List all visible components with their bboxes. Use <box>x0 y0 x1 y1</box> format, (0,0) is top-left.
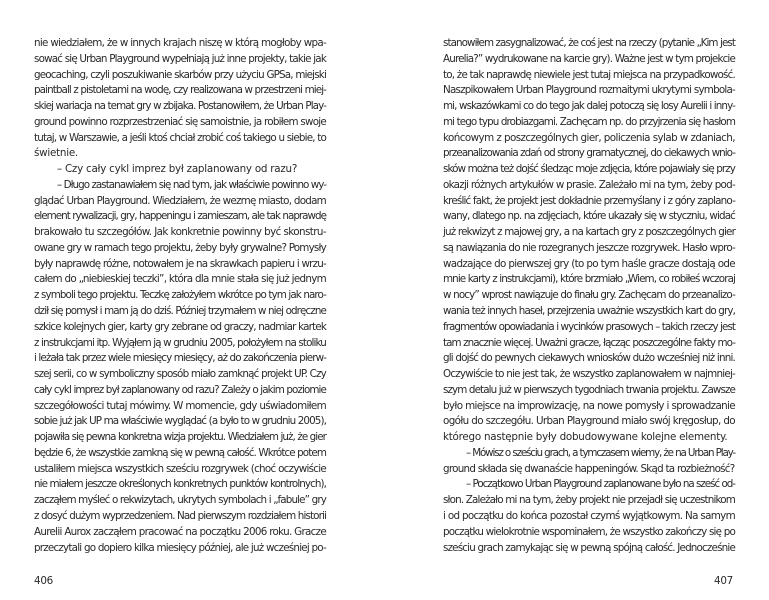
text-line: nie wiedziałem, że w innych krajach niszę w którą mogłoby wpa- <box>34 37 326 49</box>
text-line: owane gry w ramach tego projektu, żeby były grywalne? Pomysły <box>34 241 326 254</box>
text-line: paintball z pistoletami na wodę, czy realizowana w przestrzeni miej- <box>34 84 326 97</box>
text-line: i leżała tak przez wiele miesięcy miesięcy, aż do zakończenia pierw- <box>34 352 326 365</box>
text-line: to, że tak naprawdę niewiele jest tutaj miejsca na przypadkowość. <box>443 68 735 81</box>
text-line: pojawiła się pewna konkretna wizja projektu. Wiedziałem już, że gier <box>34 431 326 444</box>
text-line: przeczytali go dopiero kilka miesięcy później, ale już wcześniej po- <box>34 541 326 554</box>
text-line: już rekwizyt z majowej gry, a na kartach gry z poszczególnych gier <box>443 226 735 239</box>
text-line: przeanalizowania zdań od strony gramatycznej, do ciekawych wnio- <box>443 147 735 160</box>
text-line: glądać Urban Playground. Wiedziałem, że wezmę miasto, dodam <box>34 194 326 207</box>
left-page <box>0 0 384 600</box>
text-line: ustaliłem miejsca wszystkich sześciu rozgrywek (choć oczywiście <box>34 462 326 475</box>
text-line: nie miałem jeszcze określonych konkretnych punktów kontrolnych), <box>34 478 326 491</box>
text-line: słon. Zależało mi na tym, żeby projekt nie przejadł się uczestnikom <box>443 494 735 507</box>
text-line: zacząłem myśleć o rekwizytach, ukrytych symbolach i „fabule” gry <box>34 494 326 507</box>
text-line: ogółu do szczegółu. Urban Playground miało swój kręgosłup, do <box>443 415 735 428</box>
text-line: wadzające do pierwszej gry (to po tym haśle gracze dostają ode <box>443 257 735 270</box>
text-line: – Początkowo Urban Playground zaplanowane było na sześć od- <box>466 478 735 491</box>
text-line: Oczywiście to nie jest tak, że wszystko zaplanowałem w najmniej- <box>443 368 735 381</box>
right-page-number: 407 <box>714 575 733 587</box>
text-line: skiej wariacja na temat gry w zbijaka. Postanowiłem, że Urban Play- <box>34 100 326 113</box>
text-line: okazji różnych artykułów w prasie. Zależało mi na tym, żeby pod- <box>443 178 735 191</box>
text-line: mi tego typu drobiazgami. Zachęcam np. do przyjrzenia się hasłom <box>443 115 735 128</box>
text-line: geocaching, czyli poszukiwanie skarbów przy użyciu GPSa, miejski <box>34 68 326 81</box>
text-line: całem do „niebieskiej teczki”, która dla mnie stała się już jednym <box>34 273 326 286</box>
text-line: tutaj, w Warszawie, a jeśli ktoś chciał zrobić coś takiego u siebie, to <box>34 131 326 144</box>
text-line: element rywalizacji, gry, happeningu i zamieszam, ale tak naprawdę <box>34 210 326 223</box>
text-line: szczegółowości tutaj mówimy. W momencie, gdy uświadomiłem <box>34 399 326 412</box>
text-line: sobie już jak UP ma właściwie wyglądać (a było to w grudniu 2005), <box>34 415 326 428</box>
text-line: brakowało tu szczegółów. Jak konkretnie powinny być skonstru- <box>34 226 326 239</box>
text-line: ground składa się dwanaście happeningów. Skąd ta rozbieżność? <box>443 462 735 475</box>
text-line: fragmentów opowiadania i wycinków prasowych – takich rzeczy jest <box>443 320 735 333</box>
text-line: z dosyć dużym wyprzedzeniem. Nad pierwszym rozdziałem historii <box>34 509 326 522</box>
text-line: początku wielokrotnie wspominałem, że wszystko zakończy się po <box>443 525 735 538</box>
text-line: szym detalu już w pierwszych tygodniach trwania projektu. Zawsze <box>443 383 735 396</box>
text-line: którego następnie były dobudowywane kolejne elementy. <box>443 431 728 444</box>
text-line: Naszpikowałem Urban Playground rozmaitymi ukrytymi symbola- <box>443 84 735 97</box>
text-line: mi, wskazówkami co do tego jak dalej potoczą się losy Aurelii i inny- <box>443 100 735 113</box>
text-line: cały cykl imprez był zaplanowany od razu? Zależy o jakim poziomie <box>34 383 326 396</box>
text-line: mnie karty z instrukcjami), które brzmiało „Wiem, co robiłeś wczoraj <box>443 273 735 286</box>
text-line: sześciu grach zamykając się w pewną spójną całość. Jednocześnie <box>443 541 735 554</box>
text-line: wania też innych haseł, przejrzenia uważnie wszystkich kart do gry, <box>443 305 735 318</box>
text-line: świetnie. <box>34 147 78 160</box>
text-line: będzie 6, że wszystkie zamkną się w pewną całość. Wkrótce potem <box>34 446 326 459</box>
text-line: stanowiłem zasygnalizować, że coś jest na rzeczy (pytanie „Kim jest <box>443 37 735 49</box>
text-line: tam znacznie więcej. Uważni gracze, łącząc poszczególne fakty mo- <box>443 336 735 349</box>
right-page-body-text <box>443 36 735 556</box>
text-line: Aurelii Aurox zacząłem pracować na początku 2006 roku. Gracze <box>34 525 326 538</box>
text-line: były naprawdę różne, notowałem je na skrawkach papieru i wrzu- <box>34 257 326 270</box>
left-page-body-text <box>34 36 326 556</box>
text-line: z symboli tego projektu. Teczkę założyłem wkrótce po tym jak naro- <box>34 289 326 302</box>
text-line: sków można też dojść śledząc moje zdjęcia, które pojawiały się przy <box>443 163 735 176</box>
text-line: i od początku do końca pozostał czymś wyjątkowym. Na samym <box>443 509 735 522</box>
text-line: dził się pomysł i mam ją do dziś. Później trzymałem w niej odręczne <box>34 305 326 318</box>
text-line: są nawiązania do nie rozegranych jeszcze rozgrywek. Hasło wpro- <box>443 241 735 254</box>
text-line: – Czy cały cykl imprez był zaplanowany od razu? <box>57 163 298 176</box>
text-line: szej serii, co w symboliczny sposób miało zamknąć projekt UP. Czy <box>34 368 326 381</box>
text-line: w nocy” wprost nawiązuje do finału gry. Zachęcam do przeanalizo- <box>443 289 735 302</box>
text-line: gli dojść do pewnych ciekawych wniosków dużo wcześniej niż inni. <box>443 352 735 365</box>
text-line: było miejsce na improwizację, na nowe pomysły i sprowadzanie <box>443 399 735 412</box>
text-line: końcowym z poszczególnych gier, policzenia sylab w zdaniach, <box>443 131 735 144</box>
text-line: Aurelia?” wydrukowane na karcie gry). Ważne jest w tym projekcie <box>443 52 735 65</box>
text-line: z instrukcjami itp. Wyjąłem ją w grudniu 2005, położyłem na stoliku <box>34 336 326 349</box>
text-line: kreślić fakt, że projekt jest dokładnie przemyślany i z góry zaplano- <box>443 194 735 207</box>
text-line: – Długo zastanawiałem się nad tym, jak właściwie powinno wy- <box>57 178 326 191</box>
text-line: – Mówisz o sześciu grach, a tymczasem wiemy, że na Urban Play- <box>466 446 735 459</box>
right-page <box>384 0 769 600</box>
text-line: sować się Urban Playground wypełniają już inne projekty, takie jak <box>34 52 326 65</box>
text-line: ground powinno rozprzestrzeniać się samoistnie, ja robiłem swoje <box>34 115 326 128</box>
left-page-number: 406 <box>34 575 53 587</box>
text-line: szkice kolejnych gier, karty gry zebrane od graczy, nadmiar kartek <box>34 320 326 333</box>
text-line: wany, dlatego np. na zdjęciach, które ukazały się w styczniu, widać <box>443 210 735 223</box>
